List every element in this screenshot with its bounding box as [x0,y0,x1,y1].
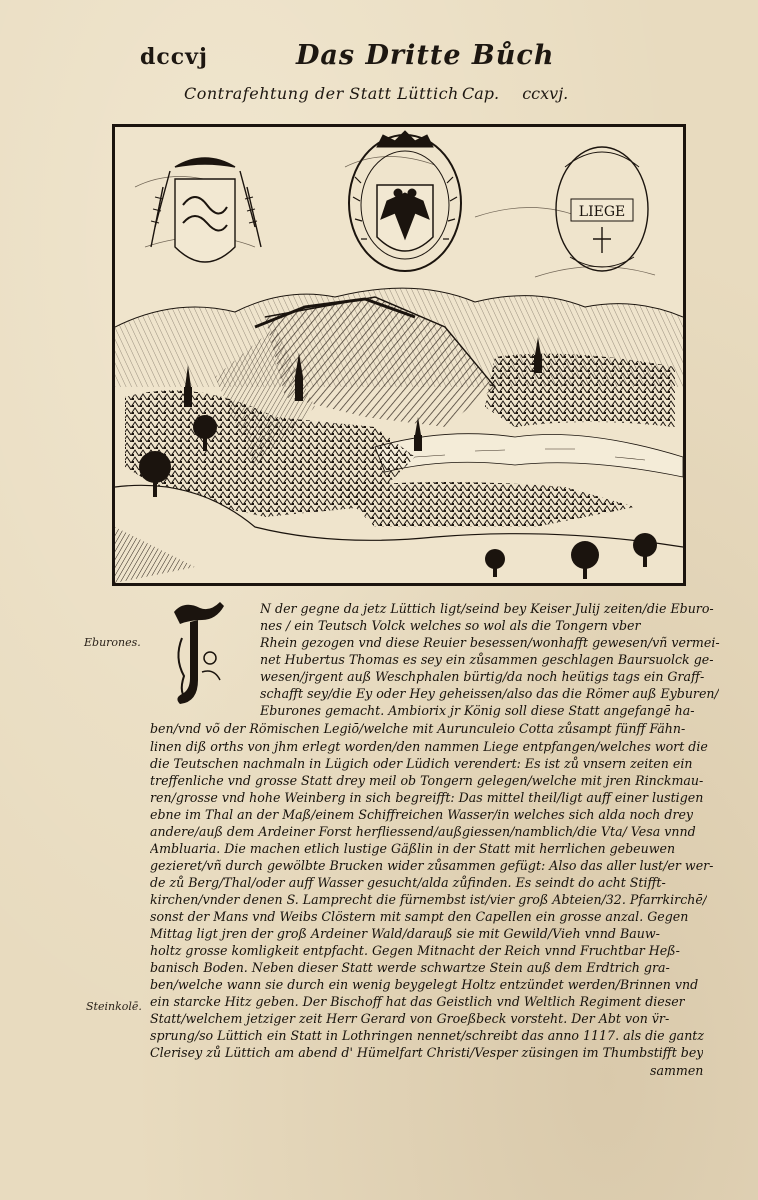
body-line: nes / ein Teutsch Volck welches so wol als die Tongern vber [260,618,641,633]
body-line: de zů Berg/Thal/oder auff Wasser gesucht/alda zůfinden. Es seindt do acht Stifft- [150,875,666,890]
body-line: andere/auß dem Ardeiner Forst herfliessend/außgiessen/namblich/die Vta/ Vesa vnnd [150,824,696,839]
body-line: ein starcke Hitz geben. Der Bischoff hat das Geistlich vnd Weltlich Regiment dieser [150,994,685,1009]
body-line: holtz grosse komligkeit entpfacht. Gegen Mitnacht der Reich vnnd Fruchtbar Heß- [150,943,680,958]
body-line: N der gegne da jetz Lüttich ligt/seind bey Keiser Julij zeiten/die Eburo- [260,601,714,616]
margin-note-eburones: Eburones. [84,636,141,649]
body-line: die Teutschen nachmaln in Lügich oder Lüdich verendert: Es ist zů vnsern zeiten ein [150,756,693,771]
body-line: sonst der Mans vnd Weibs Clöstern mit sampt den Capellen ein grosse anzal. Gegen [150,909,689,924]
folio-number: dccvj [140,44,208,70]
body-line: sprung/so Lüttich ein Statt in Lothringen nennet/schreibt das anno 1117. als die gantz [150,1028,705,1043]
body-line: treffenliche vnd grosse Statt drey meil ob Tongern gelegen/welche mit jren Rinckmau- [150,773,704,788]
margin-note-steinkole: Steinkolē. [86,1000,142,1013]
body-line: Eburones gemacht. Ambiorix jr König soll diese Statt angefangē ha- [260,703,695,718]
body-line: Statt/welchem jetziger zeit Herr Gerard von Groeßbeck vorsteht. Der Abt von v̈r- [150,1011,670,1026]
decorated-initial-i [170,598,228,710]
chapter-number [462,84,568,103]
liege-banner-text: LIEGE [578,204,626,220]
body-line: Mittag ligt jren der groß Ardeiner Wald/darauß sie mit Gewild/Vieh vnnd Bauw- [150,926,660,941]
body-line: net Hubertus Thomas es sey ein zůsammen geschlagen Baursuolck ge- [260,652,714,667]
body-line: Clerisey zů Lüttich am abend d' Hümelfart Christi/Vesper züsingen im Thumbstifft bey [150,1045,704,1060]
city-view-illustration [115,127,683,583]
body-line: gezieret/vñ durch gewölbte Brucken wider zůsammen gefügt: Also das aller lust/er wer- [150,858,714,873]
body-line: ben/vnd võ der Römischen Legiō/welche mit Aurunculeio Cotta zůsampt fünff Fähn- [150,721,686,736]
body-line: Ambluaria. Die machen etlich lustige Gäßlin in der Statt mit herrlichen gebeuwen [150,841,676,856]
body-line: kirchen/vnder denen S. Lamprecht die fürnembst ist/vier groß Abteien/32. Pfarrkirchē/ [150,892,708,907]
running-head [0,0,758,103]
chapter-title: Contrafehtung der Statt Lüttich [184,84,459,103]
body-line: ben/welche wann sie durch ein wenig beygelegt Holtz entzündet werden/Brinnen vnd [150,977,699,992]
liege-woodcut [112,124,686,586]
body-line: ren/grosse vnd hohe Weinberg in sich begreifft: Das mittel theil/ligt auff einer lustigen [150,790,704,805]
body-line: Rhein gezogen vnd diese Reuier besessen/wonhafft gewesen/vñ vermei- [260,635,720,650]
chapter-numeral: ccxvj. [522,84,569,103]
body-line: ebne im Thal an der Maß/einem Schiffreichen Wasser/in welches sich alda noch drey [150,807,694,822]
body-line: schafft sey/die Ey oder Hey geheissen/also das die Römer auß Eyburen/ [260,686,719,701]
body-line: sammen [650,1063,704,1078]
chapter-label: Cap. [462,84,500,103]
body-line: linen diß orths von jhm erlegt worden/den nammen Liege entpfangen/welches wort die [150,739,708,754]
body-line: banisch Boden. Neben dieser Statt werde schwartze Stein auß dem Erdtrich gra- [150,960,670,975]
body-line: wesen/jrgent auß Weschphalen bürtig/da noch heütigs tags ein Graff- [260,669,705,684]
book-title: Das Dritte Bůch [296,40,555,71]
